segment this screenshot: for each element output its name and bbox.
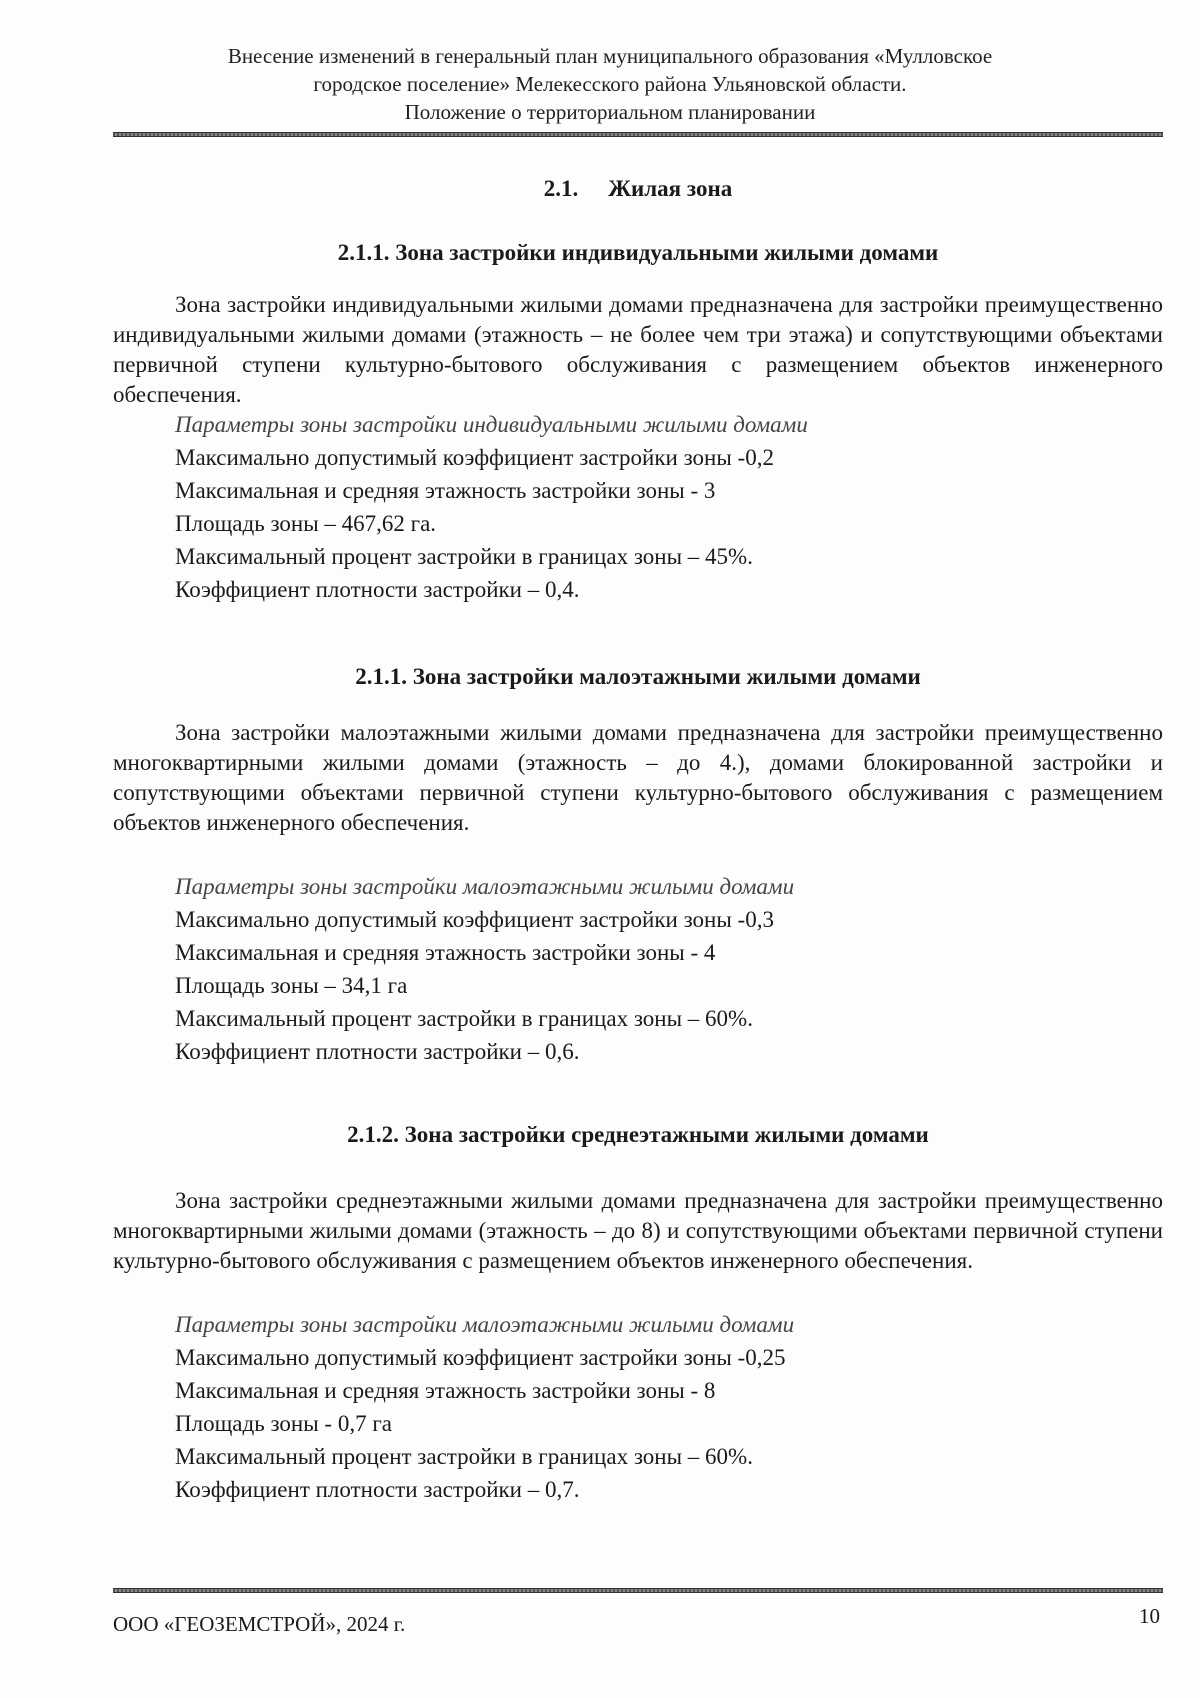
- parameter-line: Максимальный процент застройки в границах зоны – 45%.: [175, 544, 753, 569]
- subsection-heading-2: 2.1.1. Зона застройки малоэтажными жилыми домами: [355, 664, 921, 689]
- parameter-line: Площадь зоны - 0,7 га: [175, 1411, 392, 1436]
- parameters-block-3: [175, 1308, 1155, 1506]
- section-title: [113, 176, 1163, 202]
- parameters-title-1: Параметры зоны застройки индивидуальными жилыми домами: [175, 412, 808, 437]
- parameter-line: Максимально допустимый коэффициент застройки зоны -0,2: [175, 445, 774, 470]
- footer-rule: [113, 1588, 1163, 1593]
- parameters-block-1: [175, 408, 1155, 606]
- parameter-line: Максимальная и средняя этажность застройки зоны - 3: [175, 478, 716, 503]
- header-line-1: Внесение изменений в генеральный план муниципального образования «Мулловское: [227, 44, 993, 68]
- parameter-line: Максимальный процент застройки в границах зоны – 60%.: [175, 1006, 753, 1031]
- parameter-line: Коэффициент плотности застройки – 0,4.: [175, 577, 580, 602]
- parameters-block-2: [175, 870, 1155, 1068]
- parameter-line: Коэффициент плотности застройки – 0,7.: [175, 1477, 580, 1502]
- parameter-line: Максимальная и средняя этажность застройки зоны - 4: [175, 940, 716, 965]
- subsection-heading-3: 2.1.2. Зона застройки среднеэтажными жилыми домами: [347, 1122, 929, 1147]
- section-number: 2.1.: [543, 176, 579, 201]
- parameter-line: Максимально допустимый коэффициент застройки зоны -0,3: [175, 907, 774, 932]
- header-line-2: городское поселение» Мелекесского района Ульяновской области.: [313, 72, 907, 96]
- subsection-paragraph-1: Зона застройки индивидуальными жилыми домами предназначена для застройки преимущественно индивидуальными жилыми домами (этажность – не более чем три этажа) и сопутствующими объектами первичной ступени культурно-бытового обслуживания с размещением объектов инженерного обеспечения.: [113, 292, 1163, 407]
- parameter-line: Коэффициент плотности застройки – 0,6.: [175, 1039, 580, 1064]
- parameter-line: Максимально допустимый коэффициент застройки зоны -0,25: [175, 1345, 786, 1370]
- subsection-paragraph-3: Зона застройки среднеэтажными жилыми домами предназначена для застройки преимущественно многоквартирными жилыми домами (этажность – до 8) и сопутствующими объектами первичной ступени культурно-бытового обслуживания с размещением объектов инженерного обеспечения.: [113, 1188, 1163, 1273]
- section-title-text: Жилая зона: [608, 176, 733, 201]
- header-rule: [113, 132, 1163, 137]
- document-header: [150, 42, 1070, 126]
- page-number: 10: [1139, 1604, 1160, 1628]
- parameters-title-3: Параметры зоны застройки малоэтажными жилыми домами: [175, 1312, 795, 1337]
- parameter-line: Максимальный процент застройки в границах зоны – 60%.: [175, 1444, 753, 1469]
- parameter-line: Площадь зоны – 467,62 га.: [175, 511, 437, 536]
- parameter-line: Максимальная и средняя этажность застройки зоны - 8: [175, 1378, 716, 1403]
- header-line-3: Положение о территориальном планировании: [404, 100, 816, 124]
- parameter-line: Площадь зоны – 34,1 га: [175, 973, 408, 998]
- footer-company: ООО «ГЕОЗЕМСТРОЙ», 2024 г.: [113, 1612, 406, 1636]
- parameters-title-2: Параметры зоны застройки малоэтажными жилыми домами: [175, 874, 795, 899]
- subsection-paragraph-2: Зона застройки малоэтажными жилыми домами предназначена для застройки преимущественно многоквартирными жилыми домами (этажность – до 4.), домами блокированной застройки и сопутствующими объектами первичной ступени культурно-бытового обслуживания с размещением объектов инженерного обеспечения.: [113, 720, 1163, 835]
- subsection-heading-1: 2.1.1. Зона застройки индивидуальными жилыми домами: [337, 240, 939, 265]
